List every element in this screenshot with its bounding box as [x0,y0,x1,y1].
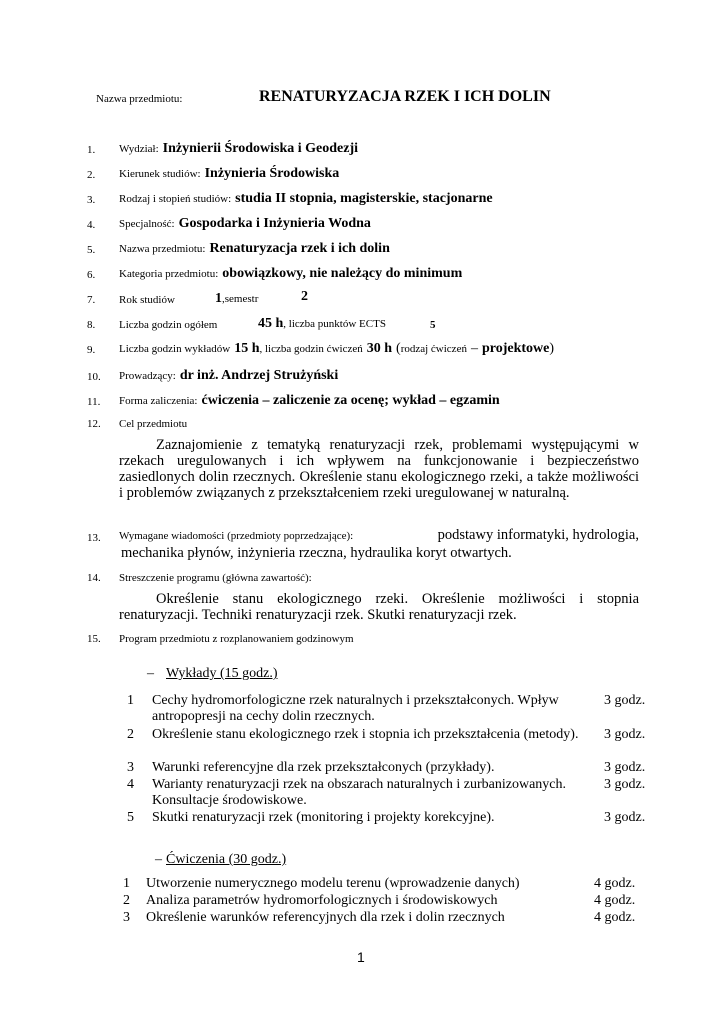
lecture-hours-value: 15 h [234,341,260,356]
item-number: 6. [87,269,96,281]
item-study-type [119,189,493,207]
item-number: 3. [87,194,96,206]
exercises-dash: – [155,852,162,867]
list-item-number: 4 [127,777,134,792]
exercise-type-label: rodzaj ćwiczeń [400,343,467,355]
hours-value: 45 h [258,316,284,331]
page-title: RENATURYZACJA RZEK I ICH DOLIN [259,88,551,105]
item-faculty [119,139,358,157]
category-value: obowiązkowy, nie należący do minimum [222,266,463,281]
program-label: Program przedmiotu z rozplanowaniem godzinowym [119,633,354,645]
exercises-heading: Ćwiczenia (30 godz.) [166,852,287,867]
item-assessment [119,391,500,409]
list-item-number: 3 [123,910,130,925]
list-item: Skutki renaturyzacji rzek (monitoring i projekty korekcyjne). [152,810,495,825]
list-item-number: 2 [123,893,130,908]
item-number: 5. [87,244,96,256]
subject-name-value: Renaturyzacja rzek i ich dolin [209,241,390,256]
list-item: Określenie stanu ekologicznego rzek i stopnia ich przekształcenia (metody). [152,727,579,742]
list-item: Warianty renaturyzacji rzek na obszarach naturalnych i zurbanizowanych. Konsultacje środowiskowe. [152,777,566,808]
item-number: 1. [87,144,96,156]
list-item-hours: 3 godz. [604,760,646,775]
goal-label: Cel przedmiotu [119,418,188,430]
page-number: 1 [357,949,365,965]
item-number: 4. [87,219,96,231]
list-item-hours: 4 godz. [594,876,636,891]
list-item-number: 1 [127,693,134,708]
header-label: Nazwa przedmiotu: [96,93,183,105]
item-category [119,264,462,282]
list-item-hours: 3 godz. [604,777,646,792]
list-item-number: 2 [127,727,134,742]
requirements-value: podstawy informatyki, hydrologia, [437,527,639,543]
subject-name-label: Nazwa przedmiotu: [119,243,206,255]
list-item-number: 1 [123,876,130,891]
dash: – [470,341,478,356]
lecture-hours-label: Liczba godzin wykładów [119,343,231,355]
item-number: 12. [87,418,101,430]
lectures-dash: – [147,666,154,681]
study-type-value: studia II stopnia, magisterskie, stacjonarne [235,191,493,206]
hours-label: Liczba godzin ogółem [119,319,218,331]
list-item-hours: 4 godz. [594,893,636,908]
paren-open: ( [396,341,401,356]
summary-text: Określenie stanu ekologicznego rzeki. Określenie możliwości i stopnia renaturyzacji. Techniki renaturyzacji rzek. Skutki renaturyzacji rzek. [119,591,639,623]
ects-value: 5 [430,319,436,331]
list-item: Utworzenie numerycznego modelu terenu (wprowadzenie danych) [146,876,520,891]
exercise-hours-value: 30 h [366,341,393,356]
list-item-hours: 3 godz. [604,727,646,742]
item-field [119,164,339,182]
assessment-label: Forma zaliczenia: [119,395,198,407]
item-number: 11. [87,396,101,408]
study-type-label: Rodzaj i stopień studiów: [119,193,232,205]
year-value: 1 [215,291,222,306]
item-number: 9. [87,344,96,356]
paren-close: ) [549,341,555,356]
requirements-value-continued: mechanika płynów, inżynieria rzeczna, hydraulika koryt otwartych. [121,545,512,561]
summary-label: Streszczenie programu (główna zawartość): [119,572,312,584]
exercise-type-value: projektowe [481,341,550,356]
item-number: 2. [87,169,96,181]
item-number: 7. [87,294,96,306]
item-number: 13. [87,532,101,544]
list-item-hours: 3 godz. [604,693,646,708]
item-number: 10. [87,371,101,383]
list-item-number: 3 [127,760,134,775]
specialty-label: Specjalność: [119,218,175,230]
list-item: Określenie warunków referencyjnych dla rzek i dolin rzecznych [146,910,505,925]
year-label: Rok studiów [119,294,175,306]
item-hours-breakdown [119,339,554,357]
item-number: 8. [87,319,96,331]
field-value: Inżynieria Środowiska [204,166,340,181]
list-item: Cechy hydromorfologiczne rzek naturalnych i przekształconych. Wpływ antropopresji na cechy dolin rzecznych. [152,693,559,724]
item-subject-name [119,239,390,257]
item-lecturer [119,366,338,384]
lecturer-value: dr inż. Andrzej Strużyński [179,368,339,383]
faculty-value: Inżynierii Środowiska i Geodezji [162,141,359,156]
faculty-label: Wydział: [119,143,159,155]
field-label: Kierunek studiów: [119,168,201,180]
category-label: Kategoria przedmiotu: [119,268,219,280]
item-hours [258,314,386,332]
semester-label: ,semestr [222,293,259,305]
lecturer-label: Prowadzący: [119,370,176,382]
list-item-number: 5 [127,810,134,825]
item-number: 15. [87,633,101,645]
list-item-hours: 4 godz. [594,910,636,925]
specialty-value: Gospodarka i Inżynieria Wodna [178,216,371,231]
assessment-value: ćwiczenia – zaliczenie za ocenę; wykład – egzamin [201,393,500,408]
lectures-heading: Wykłady (15 godz.) [166,666,278,681]
list-item: Warunki referencyjne dla rzek przekształconych (przykłady). [152,760,495,775]
ects-label: , liczba punktów ECTS [283,318,386,330]
goal-text: Zaznajomienie z tematyką renaturyzacji rzek, problemami występującymi w rzekach uregulowanych i ich wpływem na funkcjonowanie i bezpieczeństwo zasiedlonych dolin rzecznych. Określenie stanu ekologicznego rzeki, a także możliwości i problemów związanych z przekształceniem rzeki uregulowanej w naturalną. [119,437,639,501]
item-specialty [119,214,371,232]
list-item: Analiza parametrów hydromorfologicznych i środowiskowych [146,893,498,908]
semester-value: 2 [301,289,308,304]
exercise-hours-label: , liczba godzin ćwiczeń [259,343,363,355]
item-number: 14. [87,572,101,584]
item-requirements [119,527,639,544]
list-item-hours: 3 godz. [604,810,646,825]
item-year [215,289,258,307]
requirements-label: Wymagane wiadomości (przedmioty poprzedzające): [119,530,354,542]
